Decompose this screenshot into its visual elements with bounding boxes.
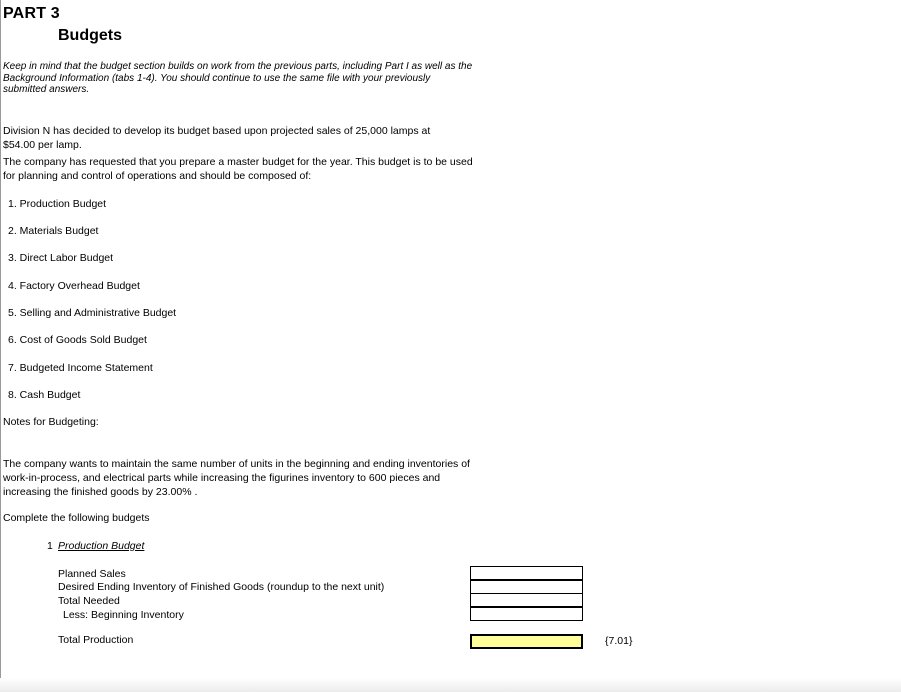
total-production-input[interactable] bbox=[470, 634, 583, 649]
section-title-production-budget: Production Budget bbox=[58, 540, 145, 552]
total-needed-input[interactable] bbox=[470, 593, 583, 607]
part-heading: PART 3 bbox=[3, 5, 60, 22]
row-label-desired-ending-inventory: Desired Ending Inventory of Finished Goods (roundup to the next unit) bbox=[58, 581, 385, 593]
budget-list-item: 1. Production Budget bbox=[8, 198, 107, 210]
intro-paragraph bbox=[3, 124, 430, 152]
intro-line: $54.00 per lamp. bbox=[3, 139, 82, 151]
budget-list-item: 2. Materials Budget bbox=[8, 225, 99, 237]
row-label-total-production: Total Production bbox=[58, 634, 134, 646]
page-title: Budgets bbox=[58, 27, 122, 44]
intro-line: The company has requested that you prepare a master budget for the year. This budget is to be used bbox=[3, 156, 473, 168]
sheet-bottom-shade bbox=[0, 678, 901, 692]
row-label-beginning-inventory: Less: Beginning Inventory bbox=[63, 609, 184, 621]
inventory-note-line: work-in-process, and electrical parts while increasing the figurines inventory to 600 pieces and bbox=[3, 472, 441, 484]
desired-ending-inventory-input[interactable] bbox=[470, 580, 583, 594]
row-label-total-needed: Total Needed bbox=[58, 595, 120, 607]
budget-list-item: 3. Direct Labor Budget bbox=[8, 252, 114, 264]
reference-code: {7.01} bbox=[605, 635, 633, 647]
intro-line: for planning and control of operations and should be composed of: bbox=[3, 170, 312, 182]
budget-list-item: 6. Cost of Goods Sold Budget bbox=[8, 334, 147, 346]
planned-sales-input[interactable] bbox=[470, 566, 583, 580]
budget-list-item: 4. Factory Overhead Budget bbox=[8, 280, 140, 292]
notes-heading: Notes for Budgeting: bbox=[3, 416, 99, 428]
complete-instruction: Complete the following budgets bbox=[3, 512, 150, 524]
inventory-note-line: increasing the finished goods by 23.00% . bbox=[3, 486, 198, 498]
beginning-inventory-input[interactable] bbox=[470, 607, 583, 621]
instruction-note: Keep in mind that the budget section builds on work from the previous parts, including Part I as well as the Background Information (tabs 1-4). You should continue to use the same file with your previously submitted answers. bbox=[3, 61, 473, 95]
section-number: 1 bbox=[47, 540, 53, 552]
inventory-note-line: The company wants to maintain the same number of units in the beginning and ending inventories of bbox=[3, 458, 470, 470]
intro-paragraph bbox=[3, 155, 473, 183]
sheet-left-edge bbox=[0, 0, 1, 692]
row-label-planned-sales: Planned Sales bbox=[58, 568, 126, 580]
budget-list-item: 8. Cash Budget bbox=[8, 389, 81, 401]
budget-list-item: 7. Budgeted Income Statement bbox=[8, 362, 153, 374]
intro-line: Division N has decided to develop its budget based upon projected sales of 25,000 lamps at bbox=[3, 125, 431, 137]
budget-list-item: 5. Selling and Administrative Budget bbox=[8, 307, 177, 319]
inventory-note bbox=[3, 457, 470, 499]
